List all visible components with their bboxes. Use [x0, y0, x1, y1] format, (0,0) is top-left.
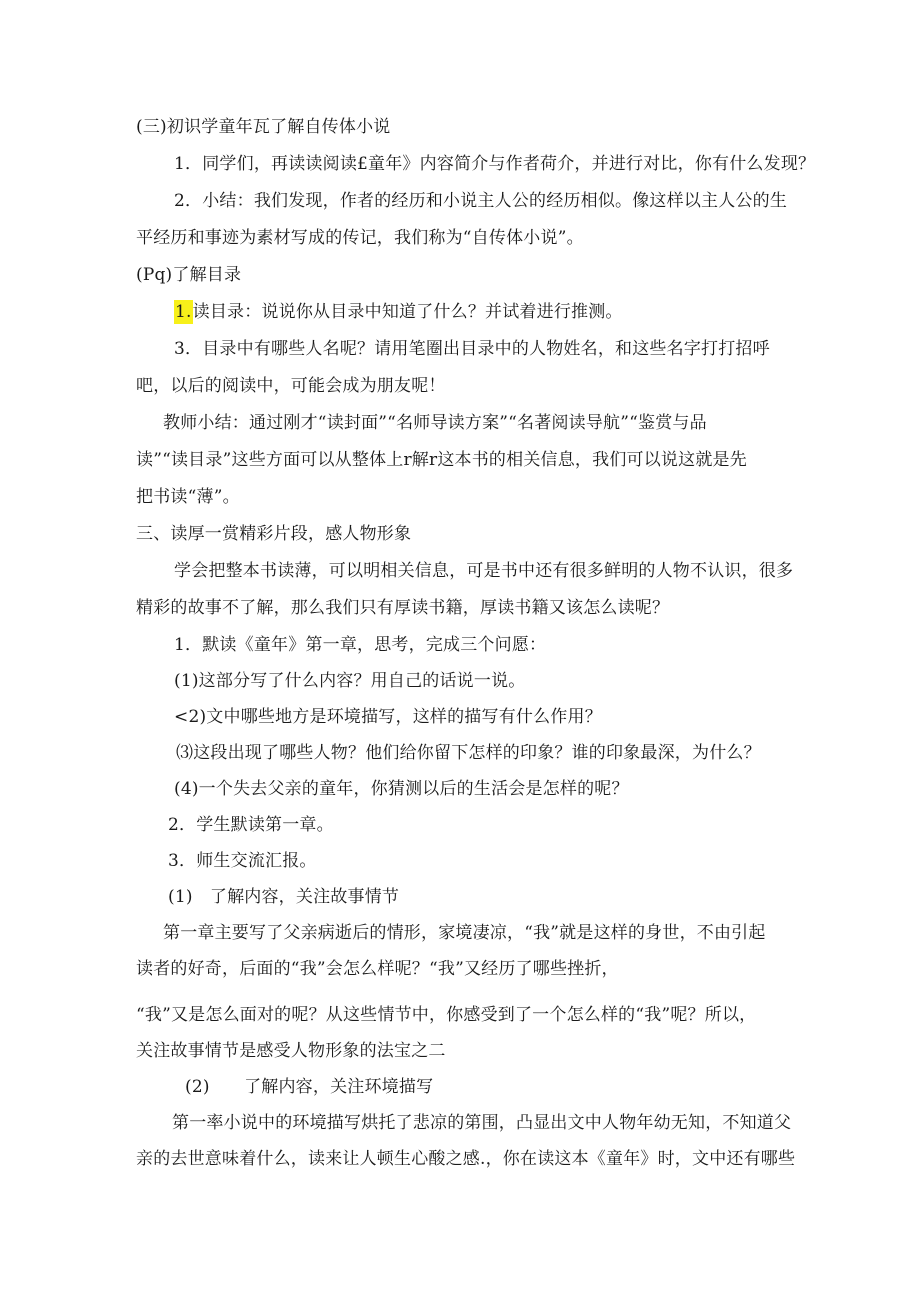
paragraph-line — [174, 301, 623, 323]
paragraph-line: 读者的好奇，后面的“我”会怎么样呢？“我”又经历了哪些挫折， — [136, 959, 619, 979]
paragraph-line: 读”“读目录”这些方面可以从整体上r解r这本书的相关信息，我们可以说这就是先 — [136, 450, 747, 470]
paragraph-line: 2．小结：我们发现，作者的经历和小说主人公的经历相似。像这样以主人公的生 — [174, 191, 788, 211]
paragraph-line: 吧，以后的阅读中，可能会成为朋友呢！ — [136, 376, 446, 396]
paragraph-line: 关注故事情节是感受人物形象的法宝之二 — [136, 1041, 446, 1061]
paragraph-line: 把书读“薄”。 — [136, 487, 240, 507]
paragraph-line: 2．学生默读第一章。 — [168, 815, 334, 835]
paragraph-line: 第一章主要写了父亲病逝后的情形，家境凄凉，“我”就是这样的身世，不由引起 — [163, 923, 766, 943]
paragraph-line: (4)一个失去父亲的童年，你猜测以后的生活会是怎样的呢？ — [174, 779, 629, 799]
paragraph-line: 亲的去世意味着什么，读来让人顿生心酸之感.，你在读这本《童年》时，文中还有哪些 — [136, 1149, 796, 1169]
section-heading-3: (三)初识学童年瓦了解自传体小说 — [136, 117, 391, 137]
paragraph-line: 教师小结：通过刚才“读封面”“名师导读方案”“名著阅读导航”“鉴赏与品 — [163, 413, 707, 433]
paragraph-line: 平经历和事迹为素材写成的传记，我们称为“自传体小说”。 — [136, 228, 584, 248]
paragraph-text: 读目录：说说你从目录中知道了什么？并试着进行推测。 — [192, 302, 623, 322]
paragraph-line: (1)这部分写了什么内容？用自己的话说一说。 — [174, 671, 526, 691]
paragraph-line: 精彩的故事不了解，那么我们只有厚读书籍，厚读书籍又该怎么读呢？ — [136, 598, 670, 618]
subheading-line: (2) 了解内容，关注环境描写 — [185, 1077, 434, 1097]
paragraph-line: ⑶这段出现了哪些人物？他们给你留下怎样的印象？谁的印象最深，为什么？ — [176, 743, 761, 763]
highlight-marker: 1. — [175, 302, 192, 322]
paragraph-line: <2)文中哪些地方是环境描写，这样的描写有什么作用？ — [174, 707, 602, 727]
section-heading-three: 三、读厚一赏精彩片段，感人物形象 — [136, 524, 412, 544]
paragraph-line: 3．师生交流汇报。 — [168, 851, 317, 871]
paragraph-line: 3．目录中有哪些人名呢？请用笔圈出目录中的人物姓名，和这些名字打打招呼 — [174, 339, 770, 359]
subheading-line: (1) 了解内容，关注故事情节 — [168, 887, 400, 907]
paragraph-line: 第一率小说中的环境描写烘托了悲凉的第围，凸显出文中人物年幼无知，不知道父 — [172, 1113, 792, 1133]
paragraph-line: 1．默读《童年》第一章，思考，完成三个问愿： — [174, 635, 547, 655]
section-heading-4: (Pq)了解目录 — [136, 265, 242, 285]
paragraph-line: “我”又是怎么面对的呢？从这些情节中，你感受到了一个怎么样的“我”呢？所以， — [136, 1005, 757, 1025]
paragraph-line: 1．同学们，再读读阅读£童年》内容简介与作者荷介，并进行对比，你有什么发现？ — [174, 154, 816, 174]
paragraph-line: 学会把整本书读薄，可以明相关信息，可是书中还有很多鲜明的人物不认识，很多 — [174, 561, 794, 581]
